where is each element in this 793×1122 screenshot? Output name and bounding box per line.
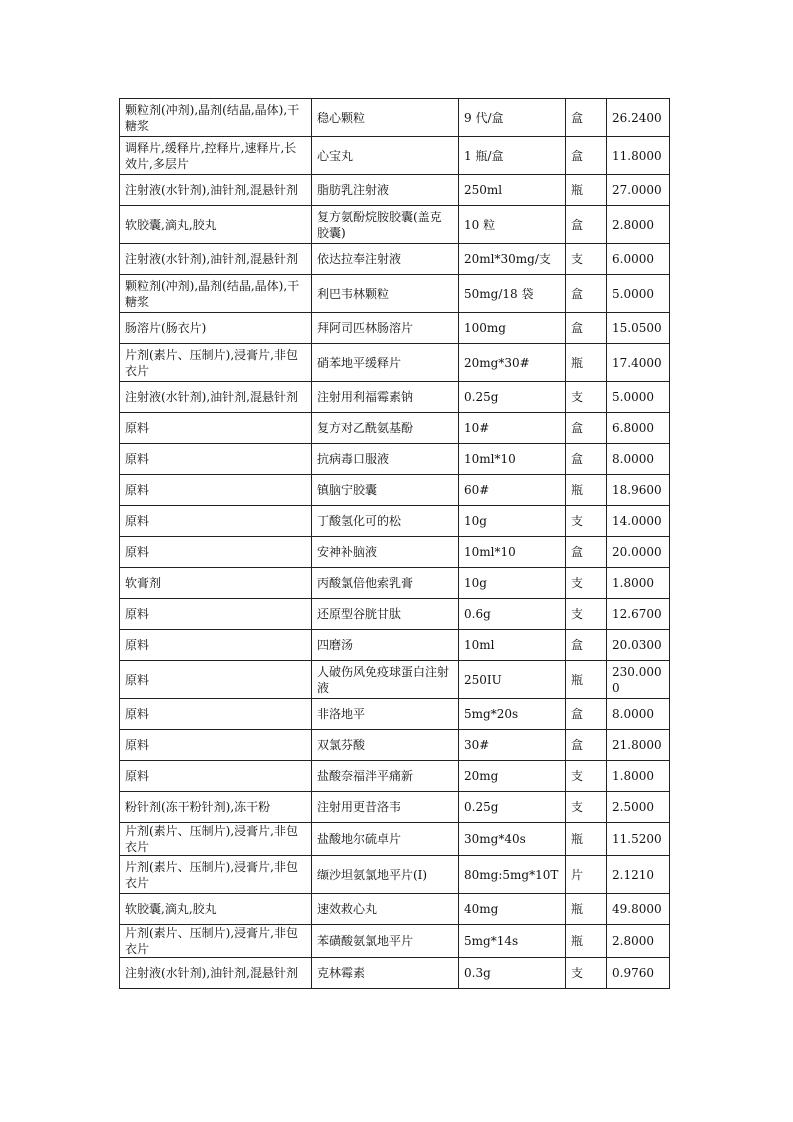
- drug-name-cell: 注射用更昔洛韦: [312, 792, 459, 823]
- price-cell: 11.5200: [607, 823, 670, 856]
- table-row: [120, 175, 670, 206]
- dosage-form-cell: 软胶囊,滴丸,胶丸: [120, 206, 312, 244]
- dosage-form-cell: 原料: [120, 761, 312, 792]
- unit-cell: 支: [566, 382, 607, 413]
- price-cell: 230.0000: [607, 661, 670, 699]
- unit-cell: 瓶: [566, 475, 607, 506]
- price-cell: 2.5000: [607, 792, 670, 823]
- table-row: [120, 792, 670, 823]
- drug-name-cell: 硝苯地平缓释片: [312, 344, 459, 382]
- dosage-form-cell: 原料: [120, 444, 312, 475]
- price-cell: 21.8000: [607, 730, 670, 761]
- drug-name-cell: 克林霉素: [312, 958, 459, 989]
- drug-name-cell: 稳心颗粒: [312, 99, 459, 137]
- drug-name-cell: 丙酸氯倍他索乳膏: [312, 568, 459, 599]
- table-row: [120, 761, 670, 792]
- specification-cell: 20mg*30#: [459, 344, 566, 382]
- unit-cell: 盒: [566, 275, 607, 313]
- price-cell: 26.2400: [607, 99, 670, 137]
- specification-cell: 5mg*14s: [459, 925, 566, 958]
- specification-cell: 30#: [459, 730, 566, 761]
- unit-cell: 支: [566, 792, 607, 823]
- specification-cell: 100mg: [459, 313, 566, 344]
- drug-name-cell: 人破伤风免疫球蛋白注射液: [312, 661, 459, 699]
- unit-cell: 盒: [566, 444, 607, 475]
- table-row: [120, 599, 670, 630]
- table-row: [120, 137, 670, 175]
- unit-cell: 支: [566, 568, 607, 599]
- drug-name-cell: 非洛地平: [312, 699, 459, 730]
- table-body: [120, 99, 670, 989]
- specification-cell: 0.25g: [459, 382, 566, 413]
- dosage-form-cell: 注射液(水针剂),油针剂,混悬针剂: [120, 244, 312, 275]
- table-row: [120, 958, 670, 989]
- price-cell: 8.0000: [607, 444, 670, 475]
- drug-name-cell: 还原型谷胱甘肽: [312, 599, 459, 630]
- price-cell: 5.0000: [607, 382, 670, 413]
- dosage-form-cell: 片剂(素片、压制片),浸膏片,非包衣片: [120, 856, 312, 894]
- table-row: [120, 413, 670, 444]
- drug-name-cell: 缬沙坦氨氯地平片(Ⅰ): [312, 856, 459, 894]
- dosage-form-cell: 调释片,缓释片,控释片,速释片,长效片,多层片: [120, 137, 312, 175]
- dosage-form-cell: 注射液(水针剂),油针剂,混悬针剂: [120, 958, 312, 989]
- drug-name-cell: 盐酸奈福泮平痛新: [312, 761, 459, 792]
- price-cell: 17.4000: [607, 344, 670, 382]
- dosage-form-cell: 原料: [120, 506, 312, 537]
- unit-cell: 盒: [566, 413, 607, 444]
- dosage-form-cell: 颗粒剂(冲剂),晶剂(结晶,晶体),干糖浆: [120, 275, 312, 313]
- dosage-form-cell: 注射液(水针剂),油针剂,混悬针剂: [120, 382, 312, 413]
- dosage-form-cell: 原料: [120, 537, 312, 568]
- dosage-form-cell: 片剂(素片、压制片),浸膏片,非包衣片: [120, 823, 312, 856]
- dosage-form-cell: 软胶囊,滴丸,胶丸: [120, 894, 312, 925]
- unit-cell: 盒: [566, 537, 607, 568]
- dosage-form-cell: 片剂(素片、压制片),浸膏片,非包衣片: [120, 925, 312, 958]
- dosage-form-cell: 原料: [120, 730, 312, 761]
- unit-cell: 支: [566, 244, 607, 275]
- table-row: [120, 630, 670, 661]
- price-cell: 1.8000: [607, 568, 670, 599]
- dosage-form-cell: 注射液(水针剂),油针剂,混悬针剂: [120, 175, 312, 206]
- price-cell: 20.0300: [607, 630, 670, 661]
- unit-cell: 片: [566, 856, 607, 894]
- drug-name-cell: 复方氨酚烷胺胶囊(盖克胶囊): [312, 206, 459, 244]
- price-cell: 27.0000: [607, 175, 670, 206]
- unit-cell: 支: [566, 506, 607, 537]
- price-cell: 2.1210: [607, 856, 670, 894]
- table-row: [120, 444, 670, 475]
- table-row: [120, 506, 670, 537]
- dosage-form-cell: 软膏剂: [120, 568, 312, 599]
- specification-cell: 10ml: [459, 630, 566, 661]
- table-row: [120, 537, 670, 568]
- table-row: [120, 206, 670, 244]
- unit-cell: 瓶: [566, 823, 607, 856]
- dosage-form-cell: 原料: [120, 661, 312, 699]
- table-row: [120, 856, 670, 894]
- drug-name-cell: 拜阿司匹林肠溶片: [312, 313, 459, 344]
- table-row: [120, 730, 670, 761]
- drug-price-table: [119, 98, 670, 989]
- unit-cell: 盒: [566, 206, 607, 244]
- drug-name-cell: 安神补脑液: [312, 537, 459, 568]
- table-row: [120, 568, 670, 599]
- dosage-form-cell: 原料: [120, 413, 312, 444]
- specification-cell: 10ml*10: [459, 444, 566, 475]
- unit-cell: 盒: [566, 630, 607, 661]
- table-row: [120, 99, 670, 137]
- price-cell: 14.0000: [607, 506, 670, 537]
- table-row: [120, 275, 670, 313]
- dosage-form-cell: 粉针剂(冻干粉针剂),冻干粉: [120, 792, 312, 823]
- dosage-form-cell: 原料: [120, 699, 312, 730]
- price-cell: 6.8000: [607, 413, 670, 444]
- unit-cell: 瓶: [566, 925, 607, 958]
- table-row: [120, 823, 670, 856]
- specification-cell: 0.25g: [459, 792, 566, 823]
- specification-cell: 5mg*20s: [459, 699, 566, 730]
- specification-cell: 20mg: [459, 761, 566, 792]
- price-cell: 5.0000: [607, 275, 670, 313]
- unit-cell: 瓶: [566, 175, 607, 206]
- dosage-form-cell: 肠溶片(肠衣片): [120, 313, 312, 344]
- drug-name-cell: 镇脑宁胶囊: [312, 475, 459, 506]
- dosage-form-cell: 片剂(素片、压制片),浸膏片,非包衣片: [120, 344, 312, 382]
- specification-cell: 10#: [459, 413, 566, 444]
- unit-cell: 瓶: [566, 661, 607, 699]
- specification-cell: 10 粒: [459, 206, 566, 244]
- drug-name-cell: 注射用利福霉素钠: [312, 382, 459, 413]
- specification-cell: 30mg*40s: [459, 823, 566, 856]
- specification-cell: 80mg:5mg*10T: [459, 856, 566, 894]
- unit-cell: 瓶: [566, 344, 607, 382]
- price-cell: 49.8000: [607, 894, 670, 925]
- price-cell: 15.0500: [607, 313, 670, 344]
- drug-name-cell: 四磨汤: [312, 630, 459, 661]
- price-cell: 18.9600: [607, 475, 670, 506]
- unit-cell: 盒: [566, 137, 607, 175]
- drug-name-cell: 双氯芬酸: [312, 730, 459, 761]
- table-row: [120, 382, 670, 413]
- specification-cell: 50mg/18 袋: [459, 275, 566, 313]
- specification-cell: 20ml*30mg/支: [459, 244, 566, 275]
- table-row: [120, 661, 670, 699]
- unit-cell: 盒: [566, 699, 607, 730]
- drug-name-cell: 苯磺酸氨氯地平片: [312, 925, 459, 958]
- drug-name-cell: 抗病毒口服液: [312, 444, 459, 475]
- table-row: [120, 244, 670, 275]
- specification-cell: 0.6g: [459, 599, 566, 630]
- dosage-form-cell: 原料: [120, 475, 312, 506]
- table-row: [120, 699, 670, 730]
- specification-cell: 10g: [459, 506, 566, 537]
- unit-cell: 支: [566, 599, 607, 630]
- specification-cell: 40mg: [459, 894, 566, 925]
- dosage-form-cell: 原料: [120, 599, 312, 630]
- drug-name-cell: 丁酸氢化可的松: [312, 506, 459, 537]
- unit-cell: 盒: [566, 730, 607, 761]
- unit-cell: 支: [566, 761, 607, 792]
- dosage-form-cell: 颗粒剂(冲剂),晶剂(结晶,晶体),干糖浆: [120, 99, 312, 137]
- drug-name-cell: 依达拉奉注射液: [312, 244, 459, 275]
- price-cell: 0.9760: [607, 958, 670, 989]
- table-row: [120, 925, 670, 958]
- drug-name-cell: 速效救心丸: [312, 894, 459, 925]
- price-cell: 2.8000: [607, 925, 670, 958]
- specification-cell: 10ml*10: [459, 537, 566, 568]
- drug-name-cell: 利巴韦林颗粒: [312, 275, 459, 313]
- price-cell: 1.8000: [607, 761, 670, 792]
- drug-name-cell: 心宝丸: [312, 137, 459, 175]
- unit-cell: 支: [566, 958, 607, 989]
- price-cell: 2.8000: [607, 206, 670, 244]
- unit-cell: 盒: [566, 313, 607, 344]
- price-cell: 6.0000: [607, 244, 670, 275]
- price-cell: 12.6700: [607, 599, 670, 630]
- specification-cell: 0.3g: [459, 958, 566, 989]
- specification-cell: 250ml: [459, 175, 566, 206]
- table-row: [120, 475, 670, 506]
- specification-cell: 9 代/盒: [459, 99, 566, 137]
- table-row: [120, 894, 670, 925]
- price-cell: 20.0000: [607, 537, 670, 568]
- price-cell: 8.0000: [607, 699, 670, 730]
- specification-cell: 10g: [459, 568, 566, 599]
- specification-cell: 1 瓶/盒: [459, 137, 566, 175]
- price-cell: 11.8000: [607, 137, 670, 175]
- specification-cell: 60#: [459, 475, 566, 506]
- table-row: [120, 313, 670, 344]
- drug-name-cell: 脂肪乳注射液: [312, 175, 459, 206]
- specification-cell: 250IU: [459, 661, 566, 699]
- table-row: [120, 344, 670, 382]
- dosage-form-cell: 原料: [120, 630, 312, 661]
- unit-cell: 瓶: [566, 894, 607, 925]
- drug-name-cell: 复方对乙酰氨基酚: [312, 413, 459, 444]
- drug-name-cell: 盐酸地尔硫卓片: [312, 823, 459, 856]
- unit-cell: 盒: [566, 99, 607, 137]
